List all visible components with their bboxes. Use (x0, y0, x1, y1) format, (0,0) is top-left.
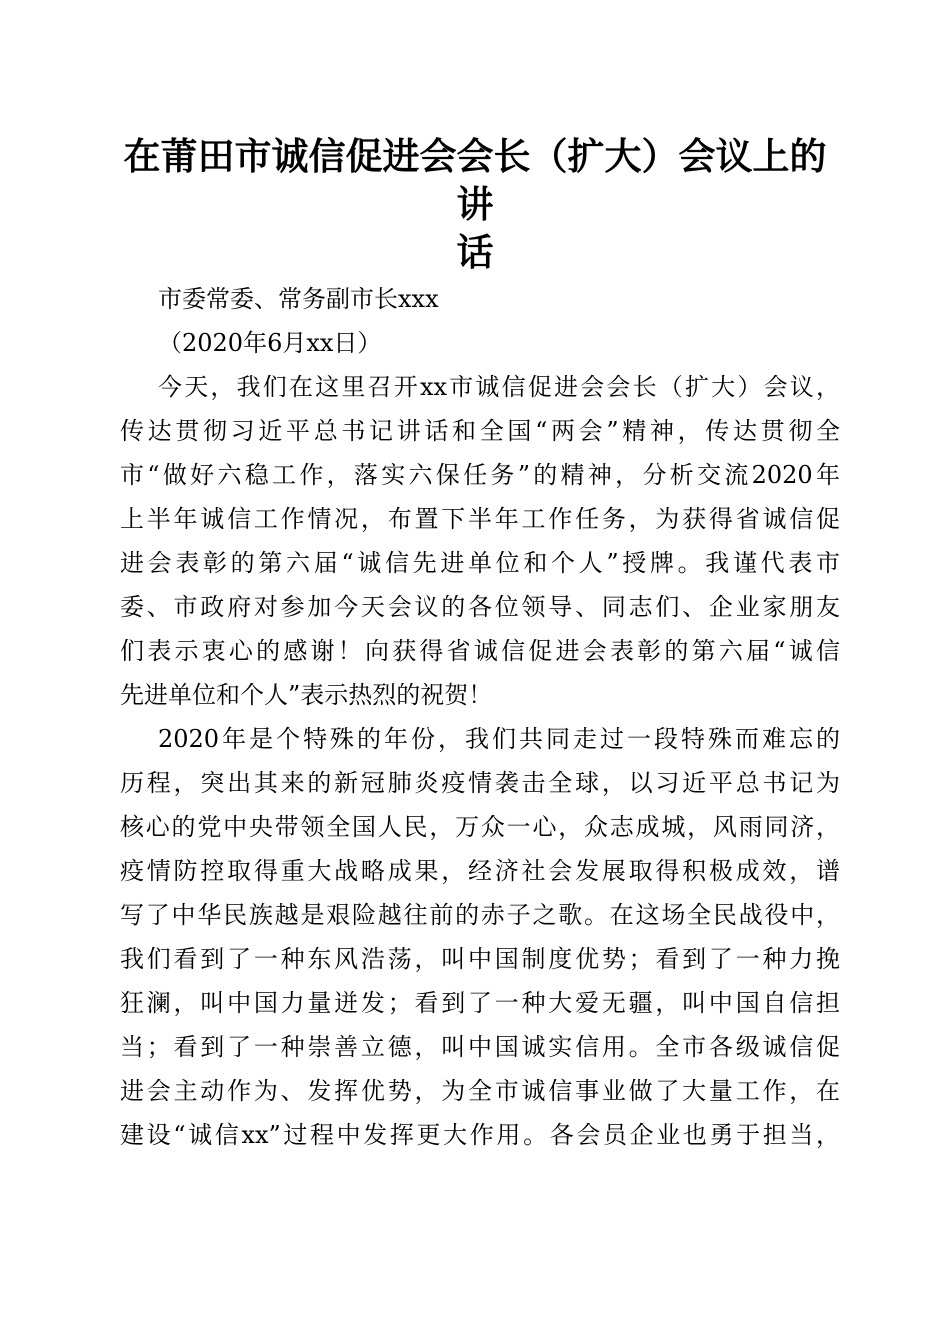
paragraph-line: 当；看到了一种崇善立德，叫中国诚实信用。全市各级诚信促 (120, 1033, 840, 1061)
paragraph-line: 市“做好六稳工作，落实六保任务”的精神，分析交流2020年 (120, 461, 840, 489)
paragraph-line: 疫情防控取得重大战略成果，经济社会发展取得积极成效，谱 (120, 857, 840, 885)
paragraph-line: 建设“诚信xx”过程中发挥更大作用。各会员企业也勇于担当， (120, 1121, 840, 1149)
paragraph-line: 今天，我们在这里召开xx市诚信促进会会长（扩大）会议， (158, 373, 840, 401)
paragraph-line: 写了中华民族越是艰险越往前的赤子之歌。在这场全民战役中， (120, 901, 840, 929)
paragraph-2 (120, 717, 840, 1157)
date-line: （2020年6月xx日） (158, 329, 382, 357)
paragraph-line: 进会主动作为、发挥优势，为全市诚信事业做了大量工作，在 (120, 1077, 840, 1105)
paragraph-line: 2020年是个特殊的年份，我们共同走过一段特殊而难忘的 (158, 725, 840, 753)
paragraph-line: 历程，突出其来的新冠肺炎疫情袭击全球，以习近平总书记为 (120, 769, 840, 797)
paragraph-line: 上半年诚信工作情况，布置下半年工作任务，为获得省诚信促 (120, 505, 840, 533)
speaker-line: 市委常委、常务副市长xxx (158, 285, 439, 313)
paragraph-1 (120, 365, 840, 717)
document-body (120, 277, 840, 1157)
title-line-1: 在莆田市诚信促进会会长（扩大）会议上的讲 (123, 134, 827, 226)
paragraph-line: 进会表彰的第六届“诚信先进单位和个人”授牌。我谨代表市 (120, 549, 840, 577)
paragraph-line: 核心的党中央带领全国人民，万众一心，众志成城，风雨同济， (120, 813, 840, 841)
title-line-2: 话 (456, 230, 494, 274)
paragraph-line: 我们看到了一种东风浩荡，叫中国制度优势；看到了一种力挽 (120, 945, 840, 973)
paragraph-line: 传达贯彻习近平总书记讲话和全国“两会”精神，传达贯彻全 (120, 417, 840, 445)
paragraph-line: 们表示衷心的感谢！向获得省诚信促进会表彰的第六届“诚信 (120, 637, 840, 665)
paragraph-line: 狂澜，叫中国力量迸发；看到了一种大爱无疆，叫中国自信担 (120, 989, 840, 1017)
paragraph-line: 先进单位和个人”表示热烈的祝贺！ (120, 681, 493, 709)
document-title (110, 132, 840, 276)
paragraph-line: 委、市政府对参加今天会议的各位领导、同志们、企业家朋友 (120, 593, 840, 621)
